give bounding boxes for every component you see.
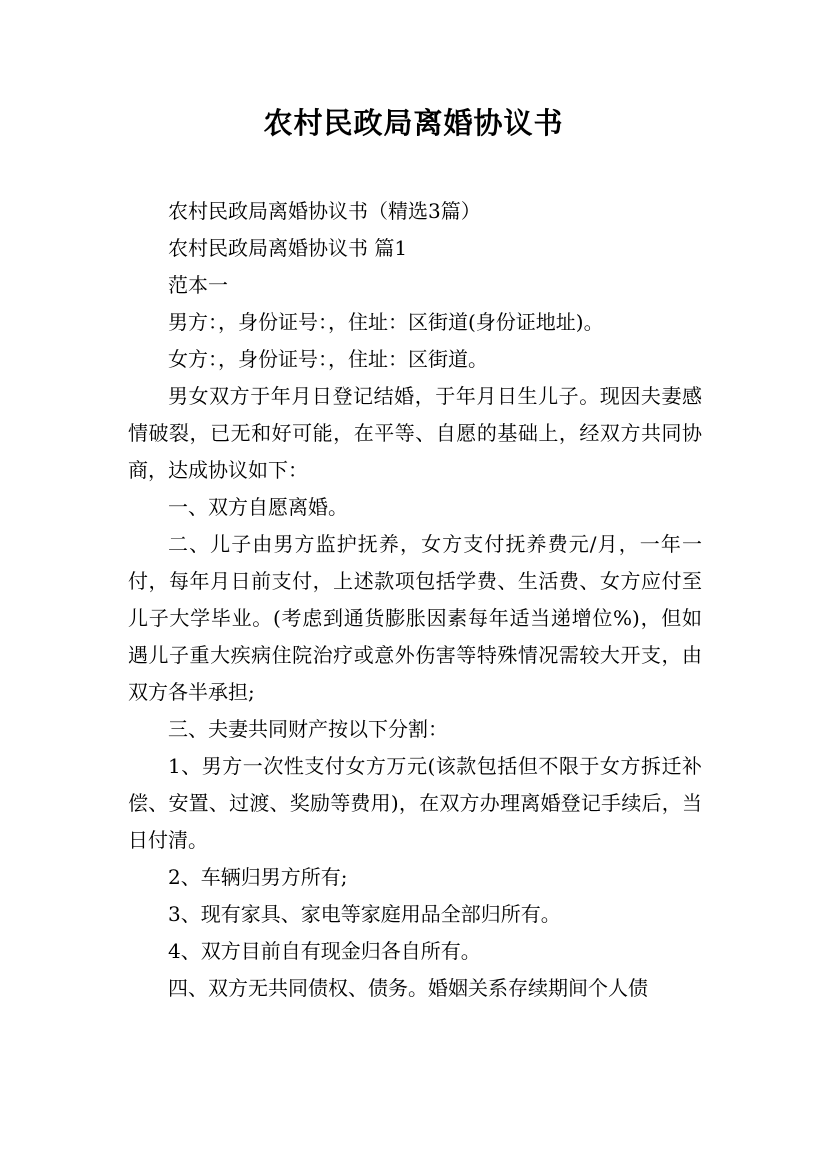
document-title: 农村民政局离婚协议书 xyxy=(263,106,564,140)
section-heading: 农村民政局离婚协议书 篇1 xyxy=(168,236,408,260)
clause-3: 三、夫妻共同财产按以下分割： xyxy=(168,717,448,741)
husband-info: 男方：，身份证号：，住址：区街道(身份证地址)。 xyxy=(168,310,604,334)
agreement-preamble: 男女双方于年月日登记结婚，于年月日生儿子。现因夫妻感情破裂，已无和好可能，在平等、自愿的基础上，经双方共同协商，达成协议如下： xyxy=(128,384,702,482)
clause-3-item-1: 1、男方一次性支付女方万元(该款包括但不限于女方拆迁补偿、安置、过渡、奖励等费用)，在双方办理离婚登记手续后，当日付清。 xyxy=(128,754,702,852)
clause-1: 一、双方自愿离婚。 xyxy=(168,495,348,519)
template-label: 范本一 xyxy=(168,273,228,297)
wife-info: 女方：，身份证号：，住址：区街道。 xyxy=(168,347,488,371)
clause-3-item-3: 3、现有家具、家电等家庭用品全部归所有。 xyxy=(168,902,561,926)
document-body xyxy=(128,193,702,1007)
clause-3-item-4: 4、双方目前自有现金归各自所有。 xyxy=(168,939,481,963)
clause-4: 四、双方无共同债权、债务。婚姻关系存续期间个人债 xyxy=(168,976,648,1000)
clause-3-item-2: 2、车辆归男方所有; xyxy=(168,865,348,889)
subtitle-line: 农村民政局离婚协议书（精选3篇） xyxy=(168,199,481,223)
clause-2: 二、儿子由男方监护抚养，女方支付抚养费元/月，一年一付，每年月日前支付，上述款项包括学费、生活费、女方应付至儿子大学毕业。(考虑到通货膨胀因素每年适当递增位%)，但如遇儿子重大疾病住院治疗或意外伤害等特殊情况需较大开支，由双方各半承担; xyxy=(128,532,702,704)
